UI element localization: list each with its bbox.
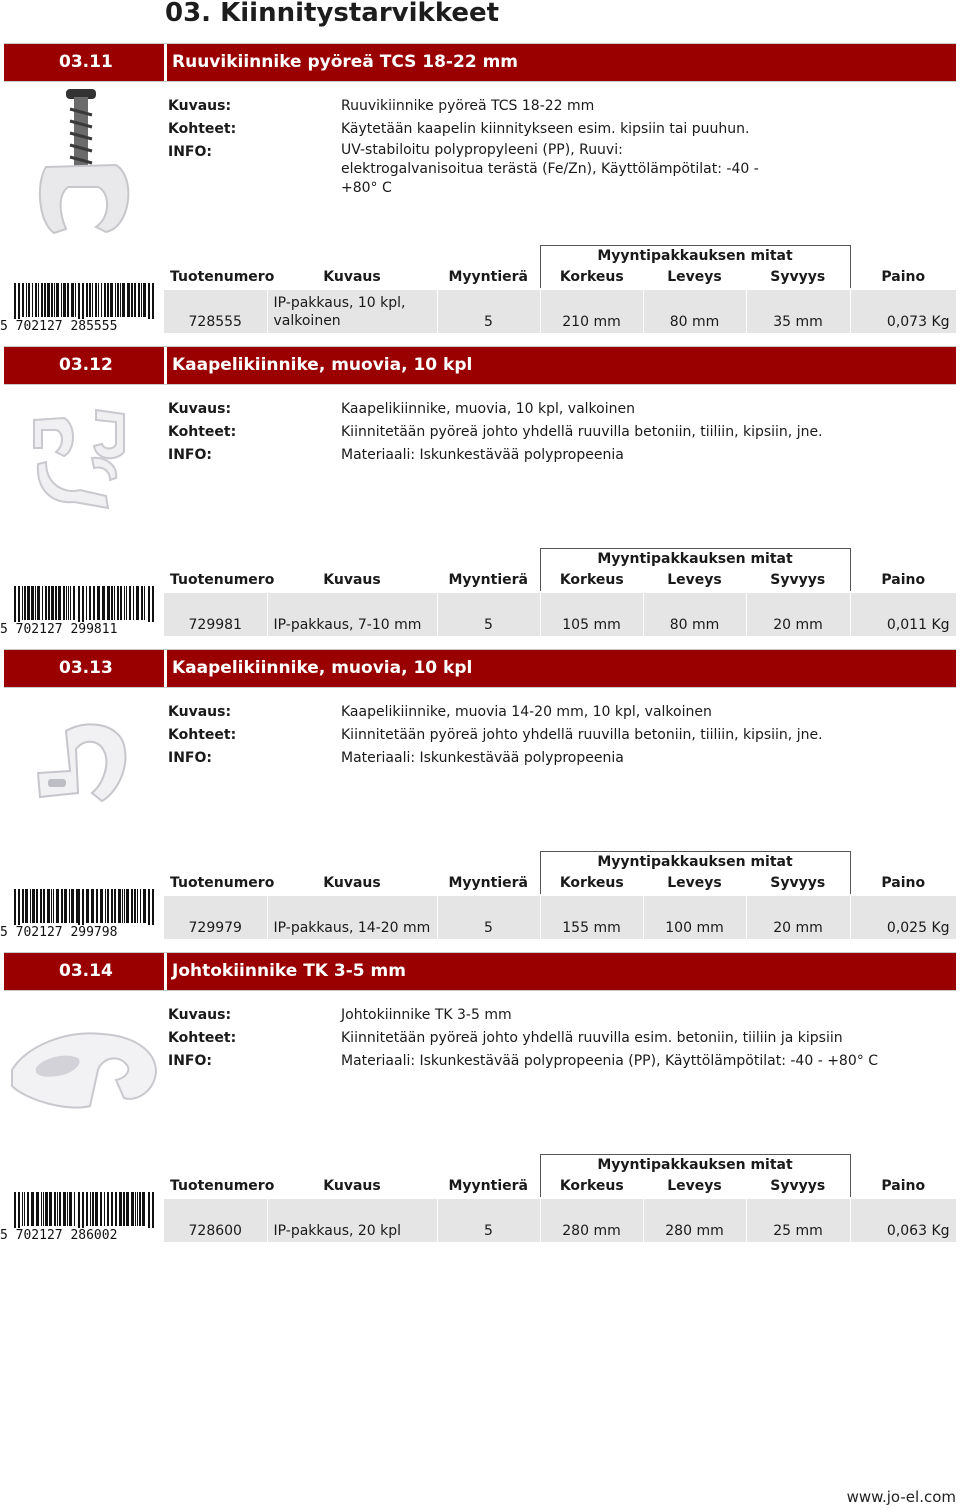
section-code: 03.13 bbox=[59, 658, 113, 678]
cell-korkeus: 210 mm bbox=[540, 289, 643, 333]
col-syvyys: Syvyys bbox=[746, 569, 850, 592]
cell-paino: 0,063 Kg bbox=[850, 1198, 956, 1242]
kohteet-value: Käytetään kaapelin kiinnitykseen esim. kipsiin tai puuhun. bbox=[341, 121, 750, 137]
info-label: INFO: bbox=[168, 750, 212, 766]
cell-syvyys: 20 mm bbox=[746, 592, 850, 636]
col-korkeus: Korkeus bbox=[540, 569, 643, 592]
col-syvyys: Syvyys bbox=[746, 266, 850, 289]
product-table bbox=[164, 548, 956, 636]
col-syvyys: Syvyys bbox=[746, 1175, 850, 1198]
col-myyntiera: Myyntierä bbox=[437, 872, 540, 895]
cell-kuvaus: IP-pakkaus, 7-10 mm bbox=[267, 592, 437, 636]
barcode-right-digits: 286002 bbox=[70, 1228, 118, 1243]
cell-paino: 0,073 Kg bbox=[850, 289, 956, 333]
screw-clip-photo bbox=[6, 87, 166, 237]
product-section bbox=[0, 649, 960, 952]
barcode bbox=[0, 889, 160, 944]
info-label: INFO: bbox=[168, 144, 212, 160]
cell-korkeus: 105 mm bbox=[540, 592, 643, 636]
product-section bbox=[0, 43, 960, 346]
barcode-right-digits: 299811 bbox=[70, 622, 118, 637]
section-code: 03.12 bbox=[59, 355, 113, 375]
barcode bbox=[0, 1192, 160, 1247]
cell-tuotenumero: 728600 bbox=[164, 1198, 267, 1242]
kuvaus-label: Kuvaus: bbox=[168, 401, 232, 417]
barcode-first-digit: 5 bbox=[0, 319, 8, 334]
kuvaus-label: Kuvaus: bbox=[168, 98, 232, 114]
cell-kuvaus: IP-pakkaus, 10 kpl, valkoinen bbox=[267, 289, 437, 333]
kohteet-label: Kohteet: bbox=[168, 121, 237, 137]
barcode-first-digit: 5 bbox=[0, 925, 8, 940]
product-table bbox=[164, 245, 956, 333]
product-section bbox=[0, 952, 960, 1255]
col-korkeus: Korkeus bbox=[540, 872, 643, 895]
section-header-bar bbox=[4, 952, 956, 991]
col-paino: Paino bbox=[850, 266, 956, 289]
wire-clip-photo bbox=[6, 996, 166, 1146]
dimensions-group-header: Myyntipakkauksen mitat bbox=[540, 549, 850, 570]
cell-myyntiera: 5 bbox=[437, 289, 540, 333]
col-tuotenumero: Tuotenumero bbox=[164, 266, 267, 289]
section-code: 03.11 bbox=[59, 52, 113, 72]
col-leveys: Leveys bbox=[643, 569, 746, 592]
kohteet-label: Kohteet: bbox=[168, 727, 237, 743]
cell-leveys: 280 mm bbox=[643, 1198, 746, 1242]
footer-url: www.jo-el.com bbox=[846, 1488, 956, 1506]
cell-kuvaus: IP-pakkaus, 14-20 mm bbox=[267, 895, 437, 939]
section-code: 03.14 bbox=[59, 961, 113, 981]
col-paino: Paino bbox=[850, 872, 956, 895]
cell-tuotenumero: 729979 bbox=[164, 895, 267, 939]
cell-leveys: 100 mm bbox=[643, 895, 746, 939]
header-divider bbox=[164, 650, 167, 687]
section-header-bar bbox=[4, 346, 956, 385]
cell-myyntiera: 5 bbox=[437, 592, 540, 636]
section-name: Kaapelikiinnike, muovia, 10 kpl bbox=[172, 658, 473, 678]
col-myyntiera: Myyntierä bbox=[437, 1175, 540, 1198]
col-leveys: Leveys bbox=[643, 266, 746, 289]
product-table bbox=[164, 851, 956, 939]
col-tuotenumero: Tuotenumero bbox=[164, 569, 267, 592]
cell-paino: 0,025 Kg bbox=[850, 895, 956, 939]
col-paino: Paino bbox=[850, 569, 956, 592]
col-syvyys: Syvyys bbox=[746, 872, 850, 895]
col-kuvaus: Kuvaus bbox=[267, 1175, 437, 1198]
col-myyntiera: Myyntierä bbox=[437, 266, 540, 289]
section-header-bar bbox=[4, 649, 956, 688]
cell-paino: 0,011 Kg bbox=[850, 592, 956, 636]
info-label: INFO: bbox=[168, 447, 212, 463]
barcode bbox=[0, 283, 160, 338]
barcode-first-digit: 5 bbox=[0, 1228, 8, 1243]
kohteet-label: Kohteet: bbox=[168, 1030, 237, 1046]
product-section bbox=[0, 346, 960, 649]
barcode-left-digits: 702127 bbox=[15, 925, 63, 940]
barcode-left-digits: 702127 bbox=[15, 1228, 63, 1243]
table-row bbox=[164, 592, 956, 636]
barcode bbox=[0, 586, 160, 641]
kohteet-value: Kiinnitetään pyöreä johto yhdellä ruuvilla betoniin, tiiliin, kipsiin, jne. bbox=[341, 727, 823, 743]
cell-syvyys: 35 mm bbox=[746, 289, 850, 333]
cell-tuotenumero: 729981 bbox=[164, 592, 267, 636]
page-title: 03. Kiinnitystarvikkeet bbox=[165, 0, 500, 28]
col-tuotenumero: Tuotenumero bbox=[164, 872, 267, 895]
cell-tuotenumero: 728555 bbox=[164, 289, 267, 333]
kuvaus-value: Johtokiinnike TK 3-5 mm bbox=[341, 1007, 512, 1023]
cell-korkeus: 155 mm bbox=[540, 895, 643, 939]
info-value: Materiaali: Iskunkestävää polypropeenia (PP), Käyttölämpötilat: -40 - +80° C bbox=[341, 1053, 878, 1069]
col-korkeus: Korkeus bbox=[540, 266, 643, 289]
info-label: INFO: bbox=[168, 1053, 212, 1069]
barcode-left-digits: 702127 bbox=[15, 622, 63, 637]
dimensions-group-header: Myyntipakkauksen mitat bbox=[540, 246, 850, 267]
kuvaus-value: Ruuvikiinnike pyöreä TCS 18-22 mm bbox=[341, 98, 595, 114]
table-row bbox=[164, 895, 956, 939]
info-value: UV-stabiloitu polypropyleeni (PP), Ruuvi: elektrogalvanisoitua terästä (Fe/Zn), Käyttölämpötilat: -40 - +80° C bbox=[341, 142, 759, 196]
kohteet-label: Kohteet: bbox=[168, 424, 237, 440]
info-value: Materiaali: Iskunkestävää polypropeenia bbox=[341, 447, 624, 463]
col-leveys: Leveys bbox=[643, 872, 746, 895]
col-kuvaus: Kuvaus bbox=[267, 872, 437, 895]
section-name: Johtokiinnike TK 3-5 mm bbox=[172, 961, 406, 981]
dimensions-group-header: Myyntipakkauksen mitat bbox=[540, 1155, 850, 1176]
section-name: Kaapelikiinnike, muovia, 10 kpl bbox=[172, 355, 473, 375]
cell-myyntiera: 5 bbox=[437, 1198, 540, 1242]
cable-clips-photo bbox=[6, 390, 166, 540]
barcode-right-digits: 285555 bbox=[70, 319, 118, 334]
kuvaus-value: Kaapelikiinnike, muovia, 10 kpl, valkoinen bbox=[341, 401, 635, 417]
col-leveys: Leveys bbox=[643, 1175, 746, 1198]
info-value: Materiaali: Iskunkestävää polypropeenia bbox=[341, 750, 624, 766]
product-table bbox=[164, 1154, 956, 1242]
header-divider bbox=[164, 953, 167, 990]
cell-syvyys: 25 mm bbox=[746, 1198, 850, 1242]
col-kuvaus: Kuvaus bbox=[267, 569, 437, 592]
cell-leveys: 80 mm bbox=[643, 592, 746, 636]
header-divider bbox=[164, 44, 167, 81]
kuvaus-label: Kuvaus: bbox=[168, 1007, 232, 1023]
dimensions-group-header: Myyntipakkauksen mitat bbox=[540, 852, 850, 873]
cell-syvyys: 20 mm bbox=[746, 895, 850, 939]
barcode-left-digits: 702127 bbox=[15, 319, 63, 334]
table-row bbox=[164, 1198, 956, 1242]
cell-kuvaus: IP-pakkaus, 20 kpl bbox=[267, 1198, 437, 1242]
col-kuvaus: Kuvaus bbox=[267, 266, 437, 289]
kohteet-value: Kiinnitetään pyöreä johto yhdellä ruuvilla betoniin, tiiliin, kipsiin, jne. bbox=[341, 424, 823, 440]
table-row bbox=[164, 289, 956, 333]
col-tuotenumero: Tuotenumero bbox=[164, 1175, 267, 1198]
barcode-right-digits: 299798 bbox=[70, 925, 118, 940]
cell-leveys: 80 mm bbox=[643, 289, 746, 333]
cell-korkeus: 280 mm bbox=[540, 1198, 643, 1242]
header-divider bbox=[164, 347, 167, 384]
kuvaus-label: Kuvaus: bbox=[168, 704, 232, 720]
cable-clip-photo bbox=[6, 693, 166, 843]
barcode-first-digit: 5 bbox=[0, 622, 8, 637]
col-korkeus: Korkeus bbox=[540, 1175, 643, 1198]
kohteet-value: Kiinnitetään pyöreä johto yhdellä ruuvilla esim. betoniin, tiiliin ja kipsiin bbox=[341, 1030, 843, 1046]
section-name: Ruuvikiinnike pyöreä TCS 18-22 mm bbox=[172, 52, 518, 72]
section-header-bar bbox=[4, 43, 956, 82]
cell-myyntiera: 5 bbox=[437, 895, 540, 939]
kuvaus-value: Kaapelikiinnike, muovia 14-20 mm, 10 kpl, valkoinen bbox=[341, 704, 712, 720]
col-myyntiera: Myyntierä bbox=[437, 569, 540, 592]
col-paino: Paino bbox=[850, 1175, 956, 1198]
